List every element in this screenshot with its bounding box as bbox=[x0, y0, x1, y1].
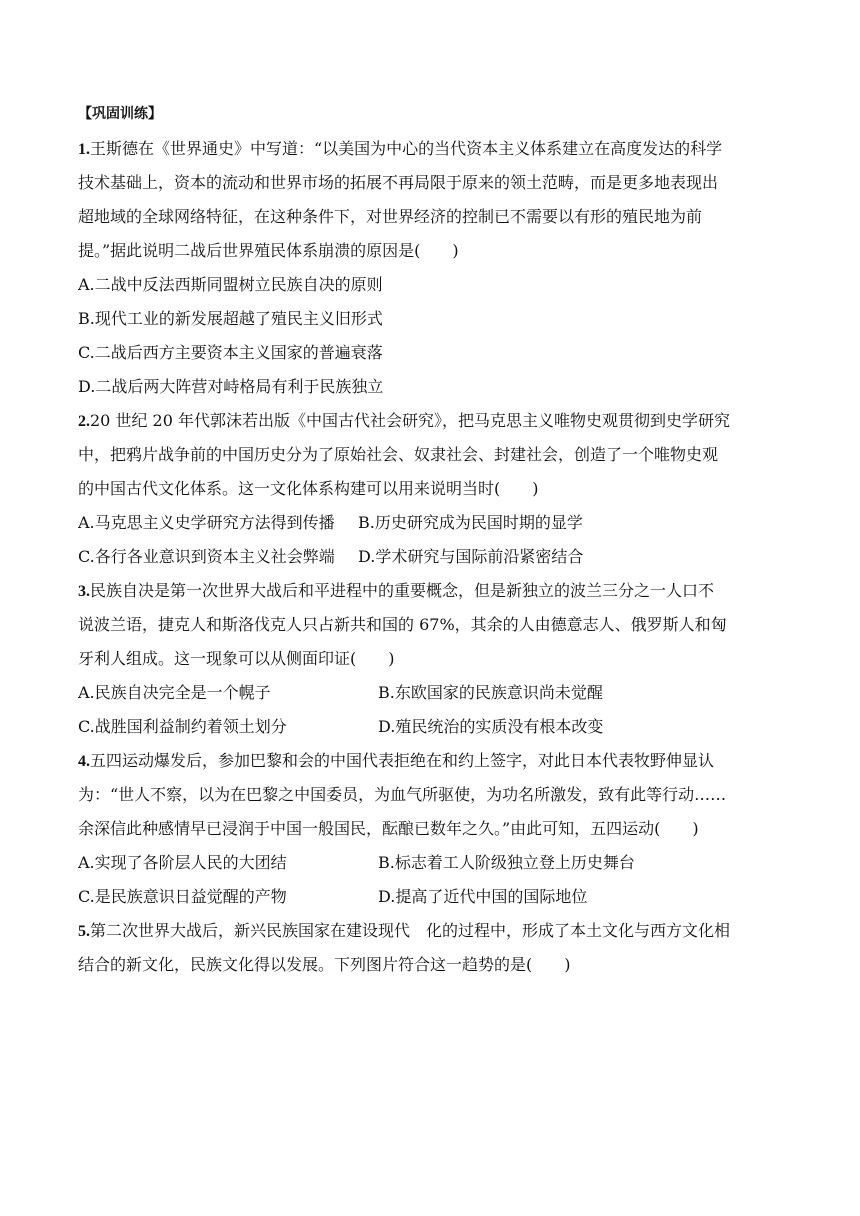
question-4 bbox=[78, 744, 788, 914]
question-line: 中，把鸦片战争前的中国历史分为了原始社会、奴隶社会、封建社会，创造了一个唯物史观 bbox=[78, 445, 719, 464]
option-row bbox=[78, 880, 788, 914]
option-a: A.马克思主义史学研究方法得到传播 bbox=[78, 513, 335, 532]
option-c: C.各行各业意识到资本主义社会弊端 bbox=[78, 547, 335, 566]
question-1 bbox=[78, 132, 788, 404]
option-b: B.东欧国家的民族意识尚未觉醒 bbox=[378, 683, 603, 702]
question-3 bbox=[78, 574, 788, 744]
question-2 bbox=[78, 404, 788, 574]
option-a: A.实现了各阶层人民的大团结 bbox=[78, 853, 287, 872]
option-row bbox=[78, 710, 788, 744]
option-d: D.提高了近代中国的国际地位 bbox=[378, 887, 588, 906]
question-line: 牙利人组成。这一现象可以从侧面印证( ) bbox=[78, 649, 395, 668]
option-row bbox=[78, 676, 788, 710]
question-line: 超地域的全球网络特征，在这种条件下，对世界经济的控制已不需要以有形的殖民地为前 bbox=[78, 207, 703, 226]
option-c: C.二战后西方主要资本主义国家的普遍衰落 bbox=[78, 343, 383, 362]
option-c: C.战胜国利益制约着领土划分 bbox=[78, 717, 287, 736]
option-a: A.民族自决完全是一个幌子 bbox=[78, 683, 271, 702]
question-line: 1.王斯德在《世界通史》中写道：“以美国为中心的当代资本主义体系建立在高度发达的科学 bbox=[78, 139, 723, 158]
question-line: 结合的新文化，民族文化得以发展。下列图片符合这一趋势的是( ) bbox=[78, 955, 571, 974]
question-line: 说波兰语，捷克人和斯洛伐克人只占新共和国的 67%，其余的人由德意志人、俄罗斯人和匈 bbox=[78, 615, 727, 634]
option-b: B.现代工业的新发展超越了殖民主义旧形式 bbox=[78, 309, 383, 328]
section-title: 【巩固训练】 bbox=[78, 106, 162, 122]
question-number: 3. bbox=[78, 583, 90, 600]
question-number: 4. bbox=[78, 753, 90, 770]
question-line: 3.民族自决是第一次世界大战后和平进程中的重要概念，但是新独立的波兰三分之一人口不 bbox=[78, 581, 715, 600]
question-line: 5.第二次世界大战后，新兴民族国家在建设现代 化的过程中，形成了本土文化与西方文化相 bbox=[78, 921, 731, 940]
option-d: D.殖民统治的实质没有根本改变 bbox=[378, 717, 604, 736]
question-5 bbox=[78, 914, 788, 982]
option-c: C.是民族意识日益觉醒的产物 bbox=[78, 887, 287, 906]
question-line: 2.20 世纪 20 年代郭沫若出版《中国古代社会研究》，把马克思主义唯物史观贯彻到史学研究 bbox=[78, 411, 730, 430]
worksheet-page bbox=[78, 104, 788, 982]
option-row bbox=[78, 540, 788, 574]
question-number: 1. bbox=[78, 141, 90, 158]
question-line: 为：“世人不察，以为在巴黎之中国委员，为血气所驱使，为功名所激发，致有此等行动…… bbox=[78, 785, 727, 804]
option-a: A.二战中反法西斯同盟树立民族自决的原则 bbox=[78, 275, 383, 294]
option-row bbox=[78, 506, 788, 540]
question-line: 4.五四运动爆发后，参加巴黎和会的中国代表拒绝在和约上签字，对此日本代表牧野伸显认 bbox=[78, 751, 715, 770]
question-line: 的中国古代文化体系。这一文化体系构建可以用来说明当时( ) bbox=[78, 479, 539, 498]
option-b: B.历史研究成为民国时期的显学 bbox=[358, 513, 583, 532]
question-line: 提。”据此说明二战后世界殖民体系崩溃的原因是( ) bbox=[78, 241, 459, 260]
question-line: 技术基础上，资本的流动和世界市场的拓展不再局限于原来的领土范畴，而是更多地表现出 bbox=[78, 173, 719, 192]
question-number: 5. bbox=[78, 923, 90, 940]
question-line: 余深信此种感情早已浸润于中国一般国民，酝酿已数年之久。”由此可知，五四运动( ) bbox=[78, 819, 699, 838]
option-row bbox=[78, 846, 788, 880]
question-number: 2. bbox=[78, 413, 90, 430]
option-d: D.学术研究与国际前沿紧密结合 bbox=[358, 547, 584, 566]
option-d: D.二战后两大阵营对峙格局有利于民族独立 bbox=[78, 377, 384, 396]
option-b: B.标志着工人阶级独立登上历史舞台 bbox=[378, 853, 635, 872]
